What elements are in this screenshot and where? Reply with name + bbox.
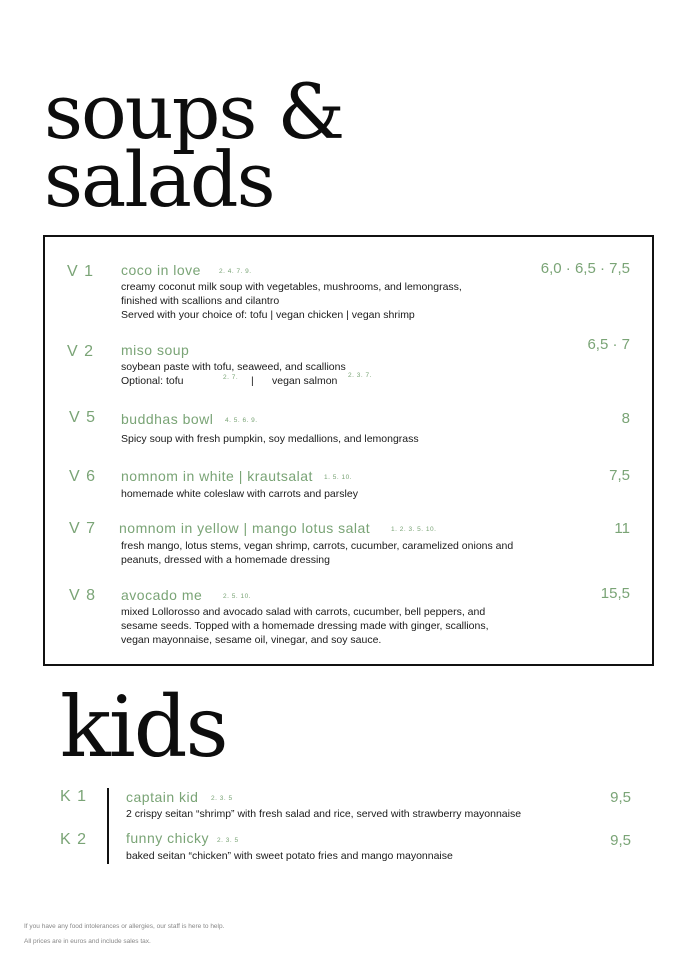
item-name: nomnom in white | krautsalat: [121, 468, 313, 484]
item-desc: baked seitan “chicken” with sweet potato fries and mango mayonnaise: [126, 850, 453, 862]
item-desc: peanuts, dressed with a homemade dressing: [121, 554, 330, 566]
item-desc: Served with your choice of: tofu | vegan chicken | vegan shrimp: [121, 309, 415, 321]
item-desc: vegan mayonnaise, sesame oil, vinegar, and soy sauce.: [121, 634, 382, 646]
page-title-line1: soups &: [44, 67, 344, 156]
item-desc: 2 crispy seitan “shrimp” with fresh salad and rice, served with strawberry mayonnaise: [126, 808, 522, 820]
item-allergens: 2. 4. 7. 9.: [219, 268, 252, 275]
item-name: nomnom in yellow | mango lotus salat: [119, 520, 371, 536]
kids-title: kids: [60, 678, 227, 776]
item-price: 8: [621, 410, 630, 427]
item-price: 7,5: [609, 467, 630, 484]
item-price: 9,5: [610, 832, 631, 849]
soups-salads-panel: [43, 235, 654, 666]
item-code: V 5: [69, 409, 97, 426]
item-allergens: 2. 3. 5: [211, 795, 233, 802]
optional-tofu: Optional: tofu: [121, 375, 184, 387]
item-code: V 1: [67, 263, 95, 280]
item-name: captain kid: [126, 789, 199, 805]
item-code: V 6: [69, 468, 97, 485]
item-allergens: 1. 2. 3. 5. 10.: [391, 526, 437, 533]
item-name: coco in love: [121, 262, 201, 278]
item-code: V 2: [67, 343, 95, 360]
item-price: 6,0 · 6,5 · 7,5: [540, 260, 630, 277]
item-price: 9,5: [610, 789, 631, 806]
item-desc: homemade white coleslaw with carrots and parsley: [121, 488, 358, 500]
item-allergens: 1. 5. 10.: [324, 474, 352, 481]
item-desc: Spicy soup with fresh pumpkin, soy medallions, and lemongrass: [121, 433, 419, 445]
item-name: funny chicky: [126, 830, 210, 846]
optional-separator: |: [251, 375, 254, 387]
item-name: miso soup: [121, 342, 190, 358]
item-name: buddhas bowl: [121, 411, 214, 427]
item-code: V 8: [69, 587, 97, 604]
item-allergens: 4. 5. 6. 9.: [225, 417, 258, 424]
item-desc: soybean paste with tofu, seaweed, and scallions: [121, 361, 346, 373]
item-allergens: 2. 5. 10.: [223, 593, 251, 600]
salmon-allergens: 2. 3. 7.: [348, 372, 372, 379]
item-price: 15,5: [600, 585, 630, 602]
item-desc: fresh mango, lotus stems, vegan shrimp, carrots, cucumber, caramelized onions and: [121, 540, 514, 552]
optional-salmon: vegan salmon: [272, 375, 338, 387]
item-price: 6,5 · 7: [587, 336, 630, 353]
item-code: K 2: [60, 831, 88, 848]
item-desc: sesame seeds. Topped with a homemade dressing made with ginger, scallions,: [121, 620, 489, 632]
item-desc: creamy coconut milk soup with vegetables, mushrooms, and lemongrass,: [121, 281, 462, 293]
item-desc: finished with scallions and cilantro: [121, 295, 280, 307]
allergy-note: If you have any food intolerances or allergies, our staff is here to help.: [24, 923, 225, 930]
tofu-allergens: 2. 7.: [223, 374, 239, 381]
item-code: K 1: [60, 788, 88, 805]
kids-divider: [107, 788, 109, 864]
item-price: 11: [614, 520, 630, 537]
page-title-line2: salads: [44, 135, 274, 224]
item-name: avocado me: [121, 587, 203, 603]
item-allergens: 2. 3. 5: [217, 837, 239, 844]
price-note: All prices are in euros and include sales tax.: [24, 938, 151, 945]
item-desc: mixed Lollorosso and avocado salad with carrots, cucumber, bell peppers, and: [121, 606, 486, 618]
item-code: V 7: [69, 520, 97, 537]
